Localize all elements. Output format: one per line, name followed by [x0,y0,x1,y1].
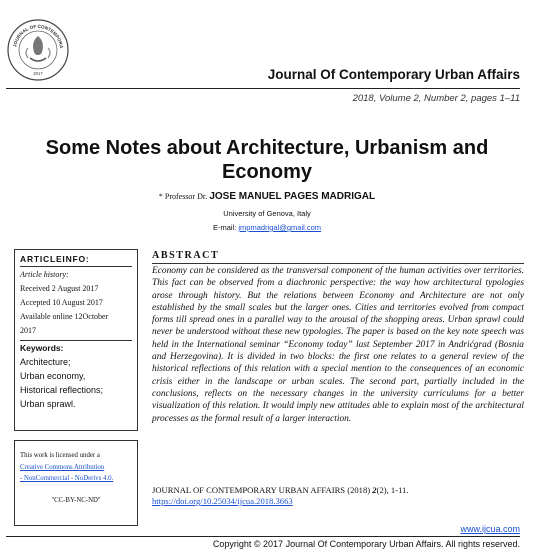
copyright-notice: Copyright © 2017 Journal Of Contemporary Urban Affairs. All rights reserved. [212,539,520,549]
keyword-item: Urban economy, [20,371,86,381]
history-label: Article history: [20,270,69,279]
citation-journal: JOURNAL OF CONTEMPORARY URBAN AFFAIRS (2018) [152,485,371,495]
license-link[interactable]: Creative Commons Attribution [20,463,105,471]
email-link[interactable]: jmpmadrigal@gmail.com [238,223,322,232]
paper-title-line-2: Economy [221,161,313,183]
keyword-item: Urban sprawl. [20,399,76,409]
article-info-heading: ARTICLEINFO: [20,254,90,264]
keywords-label: Keywords: [20,343,64,353]
website-link[interactable]: www.ijcua.com [460,524,520,534]
keyword-item: Historical reflections; [20,385,104,395]
issue-info: 2018, Volume 2, Number 2, pages 1–11 [352,93,520,104]
author-name: JOSE MANUEL PAGES MADRIGAL [209,191,376,202]
available-date-year: 2017 [20,326,36,335]
citation [152,484,524,496]
keywords-divider [20,340,132,341]
abstract-heading: ABSTRACT [152,250,220,261]
affiliation: University of Genova, Italy [223,209,311,218]
journal-title: Journal Of Contemporary Urban Affairs [267,67,520,82]
footer-divider [6,536,520,537]
svg-text:JOURNAL OF CONTEMPORARY URBAN: JOURNAL OF CONTEMPORA [12,23,64,49]
doi-link[interactable]: https://doi.org/10.25034/ijcua.2018.3663 [152,496,293,506]
paper-title [20,136,514,184]
keyword-item: Architecture; [20,357,71,367]
received-date: Received 2 August 2017 [20,284,99,293]
accepted-date: Accepted 10 August 2017 [20,298,103,307]
license-code: "CC-BY-NC-ND" [51,497,101,504]
license-text [20,450,132,485]
available-date: Available online 12October [20,312,109,321]
article-info-divider [20,266,132,267]
author-line [0,191,534,202]
email-label: E-mail: [212,223,237,232]
license-statement: This work is licensed under a [20,452,100,459]
journal-seal-logo [6,18,70,82]
citation-pages: (2), 1-11. [376,485,409,495]
author-prefix: * Professor Dr. [158,192,208,201]
license-link-continued[interactable]: - NonCommercial - NoDerivs 4.0. [20,475,114,482]
abstract-divider [152,263,524,264]
email-line [0,223,534,232]
header-divider [6,88,520,89]
citation-volume: 2 [372,485,377,495]
svg-text:2017: 2017 [33,71,43,76]
paper-title-line-1: Some Notes about Architecture, Urbanism and [45,137,489,159]
abstract-body: Economy can be considered as the transversal component of the human activities over territories. This fact can be observed from a diachronic perspective: the way how architectural typologies arose through history. But the relations between Economy and Architecture are not only established by the small scales but the larger ones. Cities and territories evolved from compact forms till spread ones in a parallel way to the arousal of the shopping areas. Urban sprawl could never be understood without these new typologies. The paper is based on the key note speech was held in the International seminar “Economy today” last September 2017 in Andrićgrad (Bosnia and Herzegovina). It is divided in two blocks: the first one relates to a general review of the historical reflections of this relation with a special mention to the consequences of an economic crisis either in the landscape or urban scales. The second part, partially included in the conclusions, reflects on the necessary changes in the university curriculums for a better visualization of this relation. It would imply new attitudes able to explain most of the architectural processes as the formal result of a larger interaction. [152,266,524,424]
